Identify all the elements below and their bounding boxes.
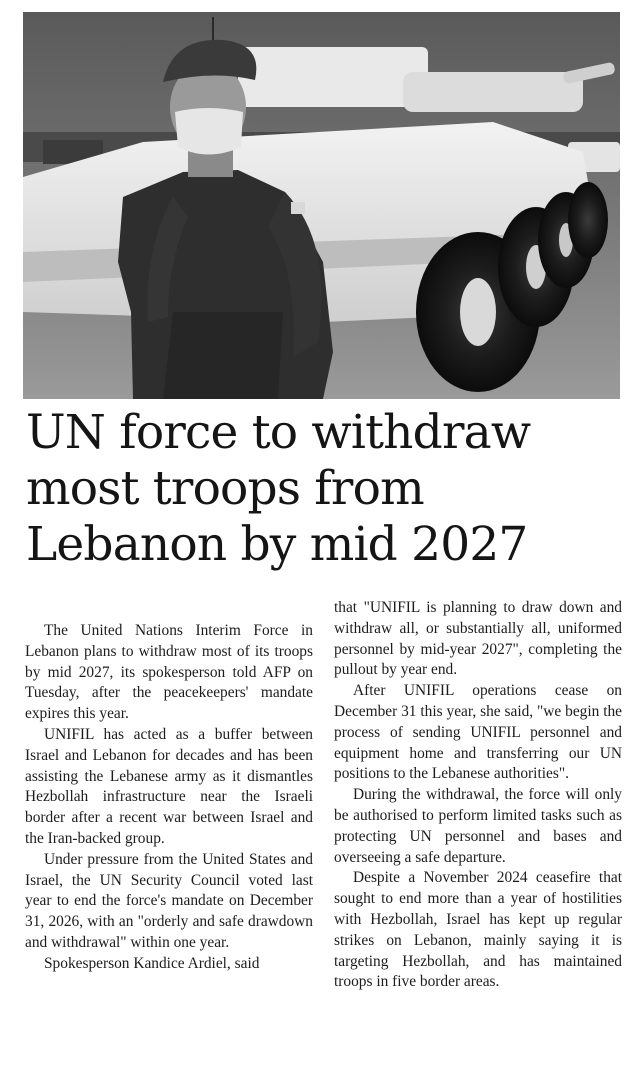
headline	[26, 405, 616, 573]
headline-line: UN force to withdraw	[26, 405, 531, 460]
article-paragraph: During the withdrawal, the force will only be authorised to perform limited tasks such as protecting UN personnel and bases and overseeing a safe departure.	[334, 786, 622, 866]
headline-line: Lebanon by mid 2027	[26, 517, 528, 572]
article-column-left	[25, 621, 313, 975]
article-column-right	[334, 598, 622, 993]
article-paragraph-continued: that "UNIFIL is planning to draw down and withdraw all, or substantially all, uniformed personnel by mid-year 2027", completing the pullout by year end.	[334, 599, 622, 679]
article-paragraph: After UNIFIL operations cease on December 31 this year, she said, "we begin the process of sending UNIFIL personnel and equipment home and transferring our UN positions to the Lebanese authorities".	[334, 682, 622, 783]
article-paragraph: The United Nations Interim Force in Lebanon plans to withdraw most of its troops by mid 2027, its spokesperson told AFP on Tuesday, after the peacekeepers' mandate expires this year.	[25, 622, 313, 723]
article-paragraph: Under pressure from the United States and Israel, the UN Security Council voted last year to end the force's mandate on December 31, 2026, with an "orderly and safe drawdown and withdrawal" within one year.	[25, 850, 313, 951]
photo-soldier-armoured-vehicle	[23, 12, 620, 399]
article-paragraph: Spokesperson Kandice Ardiel, said	[44, 954, 260, 972]
headline-line: most troops from	[26, 461, 424, 516]
article-paragraph: UNIFIL has acted as a buffer between Israel and Lebanon for decades and has been assisting the Lebanese army as it dismantles Hezbollah infrastructure near the Israeli border after a recent war between Israel and the Iran-backed group.	[25, 725, 313, 847]
article-paragraph: Despite a November 2024 ceasefire that sought to end more than a year of hostilities with Hezbollah, Israel has kept up regular strikes on Lebanon, mainly saying it is targeting Hezbollah, and has maintained troops in five border areas.	[334, 869, 622, 991]
news-photo	[23, 12, 620, 399]
